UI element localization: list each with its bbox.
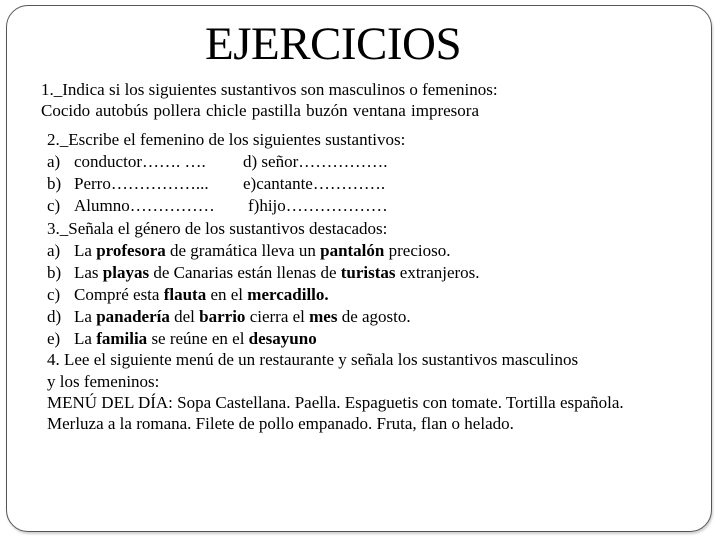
exercise-2-row-1: [47, 152, 447, 172]
highlighted-noun: playas: [102, 263, 150, 282]
highlighted-noun: flauta: [163, 285, 207, 304]
sentence-text: en el: [206, 285, 248, 304]
page-title: EJERCICIOS: [205, 18, 462, 70]
blank-item: f)hijo………………: [248, 196, 388, 215]
blank-item: Alumno……………: [74, 196, 215, 215]
exercise-2-row-2: [47, 174, 447, 194]
list-marker: a): [47, 241, 61, 260]
exercise-1-heading: 1._Indica si los siguientes sustantivos son masculinos o femeninos:: [41, 80, 498, 99]
exercise-3-item-c: [47, 285, 329, 305]
blank-item: conductor……. ….: [74, 152, 206, 171]
sentence-text: precioso.: [384, 241, 451, 260]
sentence-text: se reúne en el: [147, 329, 249, 348]
sentence-text: cierra el: [245, 307, 310, 326]
sentence-text: La: [74, 307, 97, 326]
list-marker: e): [47, 329, 61, 348]
highlighted-noun: familia: [96, 329, 148, 348]
highlighted-noun: pantalón: [320, 241, 385, 260]
blank-item: Perro……………...: [74, 174, 209, 193]
exercise-3-heading: 3._Señala el género de los sustantivos destacados:: [47, 219, 388, 238]
menu-text-line-2: Merluza a la romana. Filete de pollo empanado. Fruta, flan o helado.: [47, 414, 514, 433]
highlighted-noun: profesora: [96, 241, 166, 260]
blank-item: d) señor…………….: [243, 152, 388, 171]
exercise-2-heading: 2._Escribe el femenino de los siguientes sustantivos:: [47, 130, 406, 149]
highlighted-noun: turistas: [340, 263, 396, 282]
exercise-4-heading-line-1: 4. Lee el siguiente menú de un restaurante y señala los sustantivos masculinos: [47, 350, 579, 369]
list-marker: b): [47, 174, 62, 193]
sentence-text: La: [74, 241, 97, 260]
highlighted-noun: barrio: [199, 307, 246, 326]
sentence-text: Compré esta: [74, 285, 164, 304]
blank-item: e)cantante………….: [243, 174, 386, 193]
exercise-3-item-b: [47, 263, 480, 283]
exercise-3-item-e: [47, 329, 317, 349]
list-marker: c): [47, 285, 61, 304]
sentence-text: de Canarias están llenas de: [149, 263, 341, 282]
highlighted-noun: desayuno: [248, 329, 317, 348]
exercise-4-heading-line-2: y los femeninos:: [47, 372, 160, 391]
sentence-text: Las: [74, 263, 103, 282]
list-marker: c): [47, 196, 61, 215]
sentence-text: extranjeros.: [395, 263, 480, 282]
exercise-3-item-d: [47, 307, 411, 327]
menu-text-line-1: MENÚ DEL DÍA: Sopa Castellana. Paella. Espaguetis con tomate. Tortilla española.: [47, 393, 624, 412]
sentence-text: del: [169, 307, 200, 326]
exercise-1-words: Cocido autobús pollera chicle pastilla buzón ventana impresora: [41, 101, 480, 120]
highlighted-noun: mes: [309, 307, 338, 326]
highlighted-noun: mercadillo.: [247, 285, 329, 304]
exercise-2-row-3: [47, 196, 447, 216]
list-marker: b): [47, 263, 62, 282]
list-marker: d): [47, 307, 62, 326]
list-marker: a): [47, 152, 61, 171]
sentence-text: de agosto.: [337, 307, 411, 326]
sentence-text: La: [74, 329, 97, 348]
highlighted-noun: panadería: [96, 307, 170, 326]
exercise-3-item-a: [47, 241, 450, 261]
sentence-text: de gramática lleva un: [165, 241, 321, 260]
